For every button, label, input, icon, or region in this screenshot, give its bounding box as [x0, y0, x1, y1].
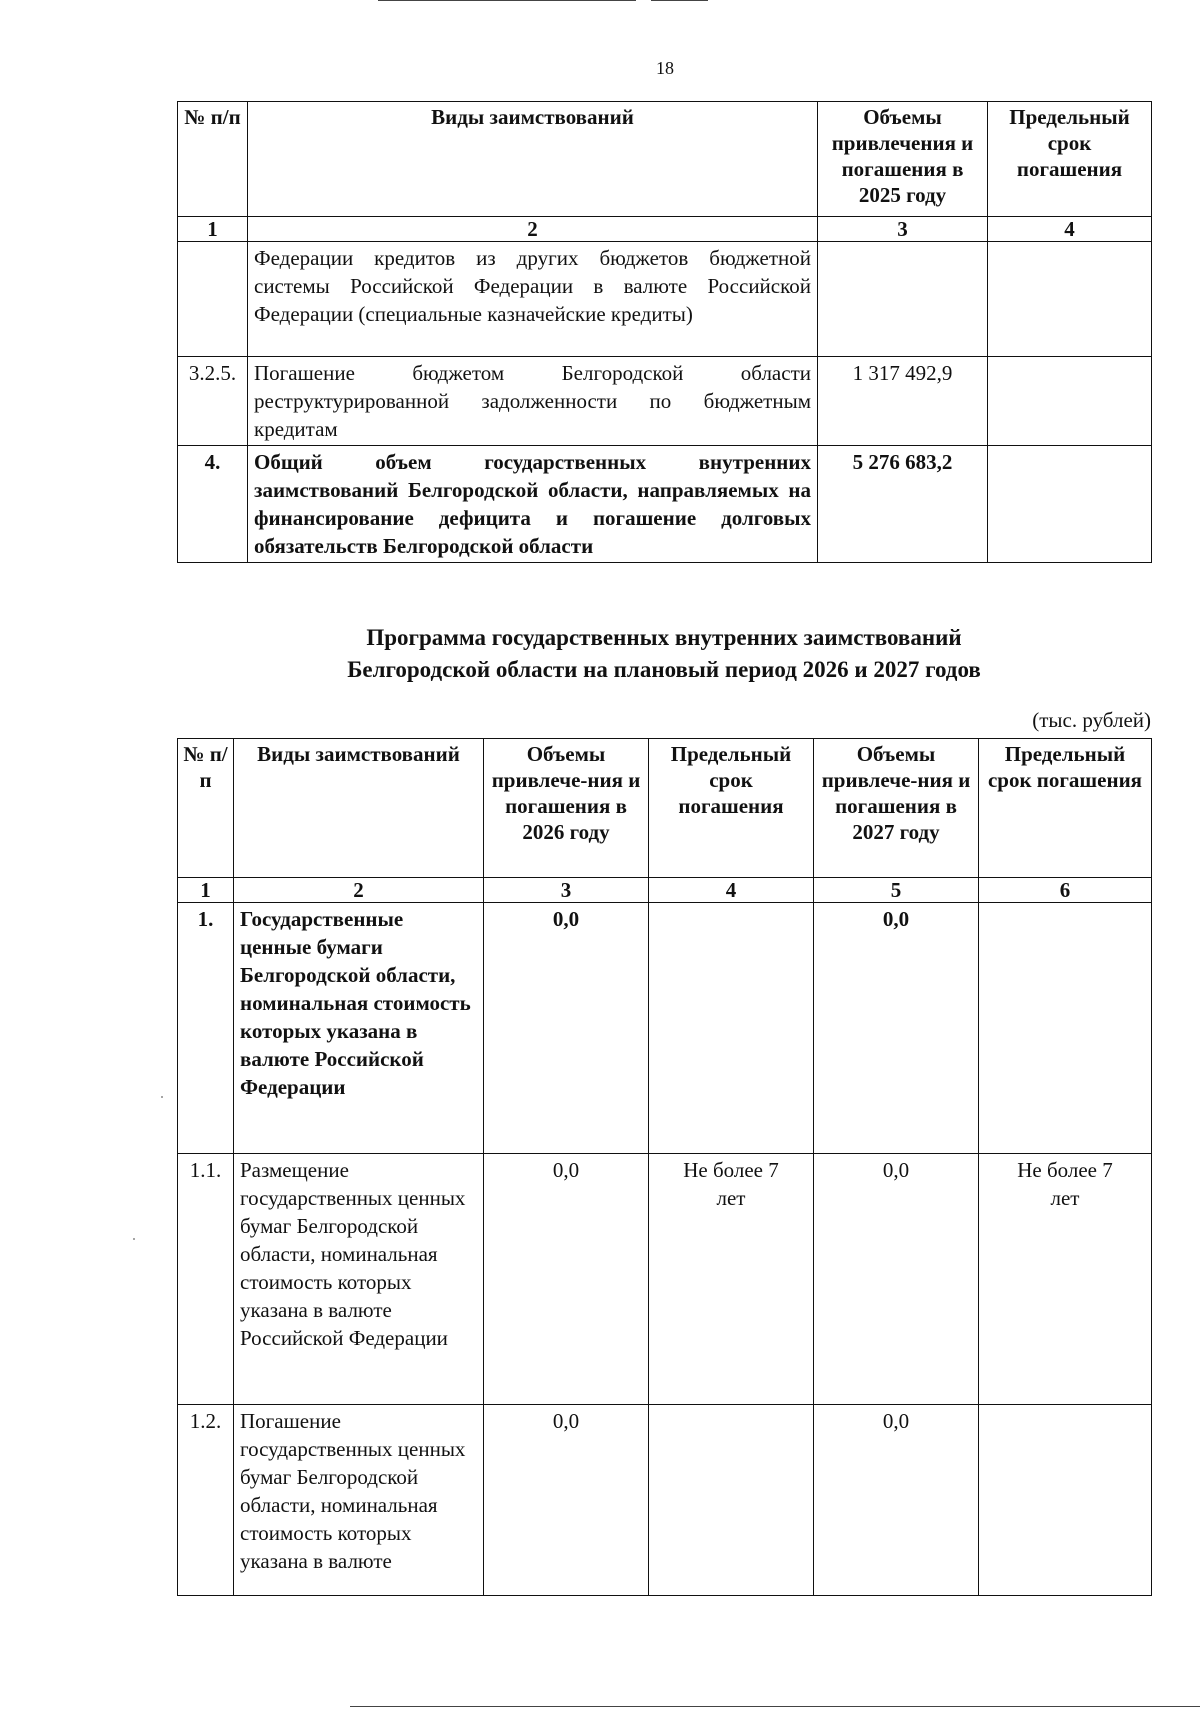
column-number: 4 — [649, 878, 814, 903]
row-volume-2026: 0,0 — [484, 1405, 649, 1596]
row-term — [988, 446, 1152, 563]
table-row — [178, 242, 1152, 357]
table-row-total — [178, 446, 1152, 563]
borrowing-table-2025 — [177, 101, 1152, 563]
row-term-2026 — [649, 903, 814, 1154]
header-volume-2027: Объемы привлече-ния и погашения в 2027 году — [814, 739, 979, 878]
section-title-line: Белгородской области на плановый период 2026 и 2027 годов — [347, 657, 981, 682]
header-borrowing-types: Виды заимствований — [248, 102, 818, 217]
scan-line-bottom — [350, 1706, 1200, 1707]
header-volume-2026: Объемы привлече-ния и погашения в 2026 году — [484, 739, 649, 878]
column-number: 2 — [234, 878, 484, 903]
row-description: Размещение государственных ценных бумаг Белгородской области, номинальная стоимость которых указана в валюте Российской Федерации — [234, 1154, 484, 1405]
section-title — [177, 622, 1151, 686]
page-number: 18 — [656, 58, 674, 78]
column-number-row — [178, 217, 1152, 242]
header-borrowing-types: Виды заимствований — [234, 739, 484, 878]
scan-line-top — [378, 0, 636, 1]
row-volume-2026: 0,0 — [484, 1154, 649, 1405]
header-number: № п/п — [178, 102, 248, 217]
row-term — [988, 357, 1152, 446]
row-volume-2027: 0,0 — [814, 1405, 979, 1596]
header-number: № п/п — [178, 739, 234, 878]
row-term-2026 — [649, 1405, 814, 1596]
table-row — [178, 357, 1152, 446]
column-number: 2 — [248, 217, 818, 242]
row-term-2027: Не более 7 лет — [979, 1154, 1152, 1405]
header-term-2026: Предельный срок погашения — [649, 739, 814, 878]
row-term-2026: Не более 7 лет — [649, 1154, 814, 1405]
row-description: Общий объем государственных внутренних заимствований Белгородской области, направляемых на финансирование дефицита и погашение долговых обязательств Белгородской области — [248, 446, 818, 563]
header-term-2027: Предельный срок погашения — [979, 739, 1152, 878]
units-label: (тыс. рублей) — [1032, 708, 1151, 732]
scan-line-top — [651, 0, 708, 1]
header-volume-2025: Объемы привлечения и погашения в 2025 году — [818, 102, 988, 217]
row-description: Погашение государственных ценных бумаг Белгородской области, номинальная стоимость которых указана в валюте — [234, 1405, 484, 1596]
column-number: 4 — [988, 217, 1152, 242]
row-number: 4. — [178, 446, 248, 563]
scan-speck — [161, 1096, 163, 1098]
scan-speck — [133, 1238, 135, 1240]
column-number: 6 — [979, 878, 1152, 903]
row-number: 1. — [178, 903, 234, 1154]
table-header-row — [178, 739, 1152, 878]
row-term — [988, 242, 1152, 357]
row-volume-2026: 0,0 — [484, 903, 649, 1154]
table-row — [178, 1405, 1152, 1596]
row-description: Погашение бюджетом Белгородской области реструктурированной задолженности по бюджетным кредитам — [248, 357, 818, 446]
row-volume — [818, 242, 988, 357]
table-row — [178, 1154, 1152, 1405]
column-number: 1 — [178, 878, 234, 903]
row-number: 3.2.5. — [178, 357, 248, 446]
row-volume: 1 317 492,9 — [818, 357, 988, 446]
table-row — [178, 903, 1152, 1154]
row-volume: 5 276 683,2 — [818, 446, 988, 563]
row-number: 1.1. — [178, 1154, 234, 1405]
column-number: 3 — [818, 217, 988, 242]
row-term-2027 — [979, 1405, 1152, 1596]
row-term-2027 — [979, 903, 1152, 1154]
borrowing-table-2026-2027 — [177, 738, 1152, 1596]
header-term: Предельный срок погашения — [988, 102, 1152, 217]
row-number — [178, 242, 248, 357]
section-title-line: Программа государственных внутренних заимствований — [366, 625, 962, 650]
table-header-row — [178, 102, 1152, 217]
row-volume-2027: 0,0 — [814, 903, 979, 1154]
row-description: Государственные ценные бумаги Белгородской области, номинальная стоимость которых указана в валюте Российской Федерации — [234, 903, 484, 1154]
column-number: 5 — [814, 878, 979, 903]
row-description: Федерации кредитов из других бюджетов бюджетной системы Российской Федерации в валюте Российской Федерации (специальные казначейские кредиты) — [248, 242, 818, 357]
column-number: 3 — [484, 878, 649, 903]
row-volume-2027: 0,0 — [814, 1154, 979, 1405]
row-number: 1.2. — [178, 1405, 234, 1596]
column-number: 1 — [178, 217, 248, 242]
column-number-row — [178, 878, 1152, 903]
